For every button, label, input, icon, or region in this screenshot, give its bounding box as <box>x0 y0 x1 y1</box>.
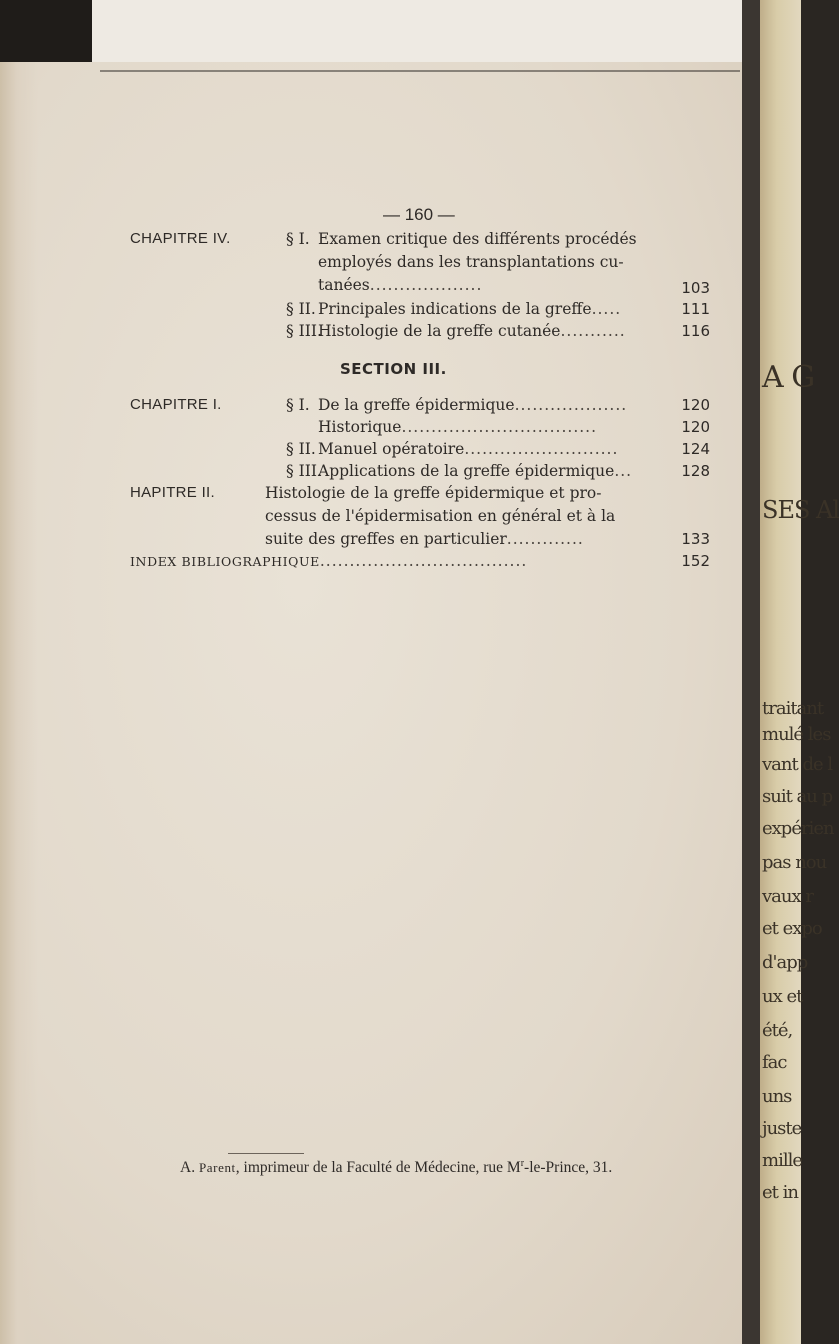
facing-fragment: mulé les <box>762 724 831 745</box>
toc-entry-title: Applications de la greffe épidermique <box>318 462 615 480</box>
printer-address-end: -le-Prince, 31. <box>524 1159 613 1177</box>
facing-fragment: A G <box>762 360 815 395</box>
toc-page-number: 128 <box>681 462 710 480</box>
toc-entry-text <box>318 396 627 414</box>
chapter-label: CHAPITRE I. <box>130 396 222 413</box>
toc-entry-text: employés dans les transplantations cu- <box>318 253 624 271</box>
toc-entry-text: Histologie de la greffe épidermique et pro- <box>265 484 602 502</box>
leader-dots: ........... <box>560 322 626 340</box>
facing-fragment: et expo <box>762 918 822 939</box>
toc-entry-title: De la greffe épidermique <box>318 396 515 414</box>
printer-initial: A. <box>180 1159 196 1177</box>
toc-paragraph-mark: § II. <box>286 300 316 318</box>
facing-fragment: expérien <box>762 818 834 839</box>
toc-entry-text <box>318 418 597 436</box>
toc-page-number: 111 <box>681 300 710 318</box>
toc-paragraph-mark: § I. <box>286 230 310 248</box>
footer-rule <box>228 1153 304 1154</box>
facing-fragment: uns <box>762 1086 792 1107</box>
leader-dots: ................... <box>369 276 483 294</box>
printer-imprint <box>180 1158 612 1177</box>
toc-paragraph-mark: § II. <box>286 440 316 458</box>
printer-superscript: r <box>520 1158 525 1169</box>
toc-page-number: 103 <box>681 279 710 297</box>
toc-entry-text <box>265 530 584 548</box>
facing-page-edge <box>760 0 839 1344</box>
facing-fragment: juste <box>762 1118 802 1139</box>
page-number: — 160 — <box>383 205 455 224</box>
leader-dots: .......................... <box>464 440 619 458</box>
leader-dots: ............. <box>506 530 584 548</box>
facing-fragment: pas nou <box>762 852 827 873</box>
toc-entry-title: Principales indications de la greffe <box>318 300 592 318</box>
leader-dots: ..... <box>591 300 622 318</box>
facing-fragment: d'app <box>762 952 808 973</box>
facing-fragment: mille <box>762 1150 802 1171</box>
leader-dots: ................................... <box>319 552 528 570</box>
toc-page-number: 116 <box>681 322 710 340</box>
toc-page-number: 120 <box>681 418 710 436</box>
facing-fragment: et in <box>762 1182 798 1203</box>
facing-fragment: suit au p <box>762 786 833 807</box>
toc-entry-text <box>318 276 482 294</box>
toc-page-number: 124 <box>681 440 710 458</box>
toc-entry-text <box>318 440 618 458</box>
chapter-label: HAPITRE II. <box>130 484 215 501</box>
leader-dots: ................... <box>514 396 628 414</box>
toc-paragraph-mark: § III. <box>286 322 322 340</box>
leader-dots: ................................. <box>401 418 598 436</box>
toc-entry-text <box>318 300 621 318</box>
toc-entry-title: Histologie de la greffe cutanée <box>318 322 561 340</box>
toc-entry-title: Manuel opératoire <box>318 440 465 458</box>
facing-fragment: traitant <box>762 698 824 719</box>
facing-fragment: vant de l <box>762 754 833 775</box>
toc-entry-title: suite des greffes en particulier <box>265 530 507 548</box>
toc-page-number: 133 <box>681 530 710 548</box>
printer-name: Parent <box>198 1160 236 1176</box>
toc-entry-text: Examen critique des différents procédés <box>318 230 637 248</box>
toc-entry-text <box>130 552 527 570</box>
facing-fragment: été, <box>762 1020 793 1041</box>
toc-paragraph-mark: § III. <box>286 462 322 480</box>
toc-page-number: 120 <box>681 396 710 414</box>
chapter-label: CHAPITRE IV. <box>130 230 231 247</box>
section-heading: SECTION III. <box>340 360 447 378</box>
toc-entry-text: cessus de l'épidermisation en général et à la <box>265 507 616 525</box>
facing-fragment: vaux r <box>762 886 813 907</box>
index-label: INDEX BIBLIOGRAPHIQUE <box>130 554 320 569</box>
facing-fragment: SES Al <box>762 496 839 524</box>
toc-page-number: 152 <box>681 552 710 570</box>
toc-entry-title: tanées <box>318 276 370 294</box>
toc-entry-text <box>318 322 626 340</box>
toc-paragraph-mark: § I. <box>286 396 310 414</box>
printer-address: , imprimeur de la Faculté de Médecine, rue M <box>235 1159 521 1177</box>
toc-entry-title: Historique <box>318 418 402 436</box>
toc-entry-text <box>318 462 632 480</box>
leader-dots: ... <box>614 462 633 480</box>
facing-fragment: ux et <box>762 986 803 1007</box>
facing-fragment: fac <box>762 1052 787 1073</box>
